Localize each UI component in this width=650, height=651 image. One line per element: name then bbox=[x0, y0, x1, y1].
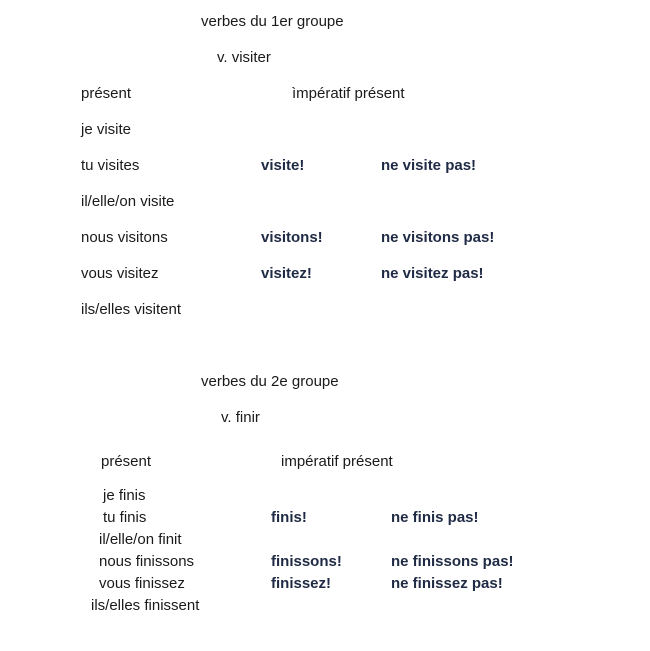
section2-imperatif-label: impératif présent bbox=[281, 453, 393, 470]
section1-verb-title: v. visiter bbox=[217, 49, 271, 66]
section1-present-je: je visite bbox=[81, 121, 132, 138]
section2-negatif-tu: ne finis pas! bbox=[391, 509, 479, 526]
section2-imperatif-nous: finissons! bbox=[271, 553, 342, 570]
section1-present-ils: ils/elles visitent bbox=[81, 301, 182, 318]
section2-verb-title: v. finir bbox=[221, 409, 260, 426]
section1-present-nous: nous visitons bbox=[81, 229, 168, 246]
section2-present-label: présent bbox=[101, 453, 152, 470]
section1-present-vous: vous visitez bbox=[81, 265, 159, 282]
section2-negatif-vous: ne finissez pas! bbox=[391, 575, 503, 592]
section2-present-il: il/elle/on finit bbox=[99, 531, 182, 548]
section1-negatif-nous: ne visitons pas! bbox=[381, 229, 495, 246]
section2-imperatif-tu: finis! bbox=[271, 509, 307, 526]
section1-imperatif-tu: visite! bbox=[261, 157, 305, 174]
section2-present-nous: nous finissons bbox=[99, 553, 195, 570]
section2-present-ils: ils/elles finissent bbox=[91, 597, 200, 614]
section1-imperatif-label: ìmpératif présent bbox=[292, 85, 405, 102]
section2-negatif-nous: ne finissons pas! bbox=[391, 553, 514, 570]
section2-present-je: je finis bbox=[103, 487, 146, 504]
section1-imperatif-nous: visitons! bbox=[261, 229, 323, 246]
section1-imperatif-vous: visitez! bbox=[261, 265, 312, 282]
section1-present-il: il/elle/on visite bbox=[81, 193, 175, 210]
section1-heading: verbes du 1er groupe bbox=[201, 13, 344, 30]
section2-heading: verbes du 2e groupe bbox=[201, 373, 339, 390]
section1-negatif-tu: ne visite pas! bbox=[381, 157, 477, 174]
section2-present-vous: vous finissez bbox=[99, 575, 185, 592]
section1-present-label: présent bbox=[81, 85, 132, 102]
section1-negatif-vous: ne visitez pas! bbox=[381, 265, 484, 282]
section1-present-tu: tu visites bbox=[81, 157, 140, 174]
section2-imperatif-vous: finissez! bbox=[271, 575, 332, 592]
section2-present-tu: tu finis bbox=[103, 509, 147, 526]
